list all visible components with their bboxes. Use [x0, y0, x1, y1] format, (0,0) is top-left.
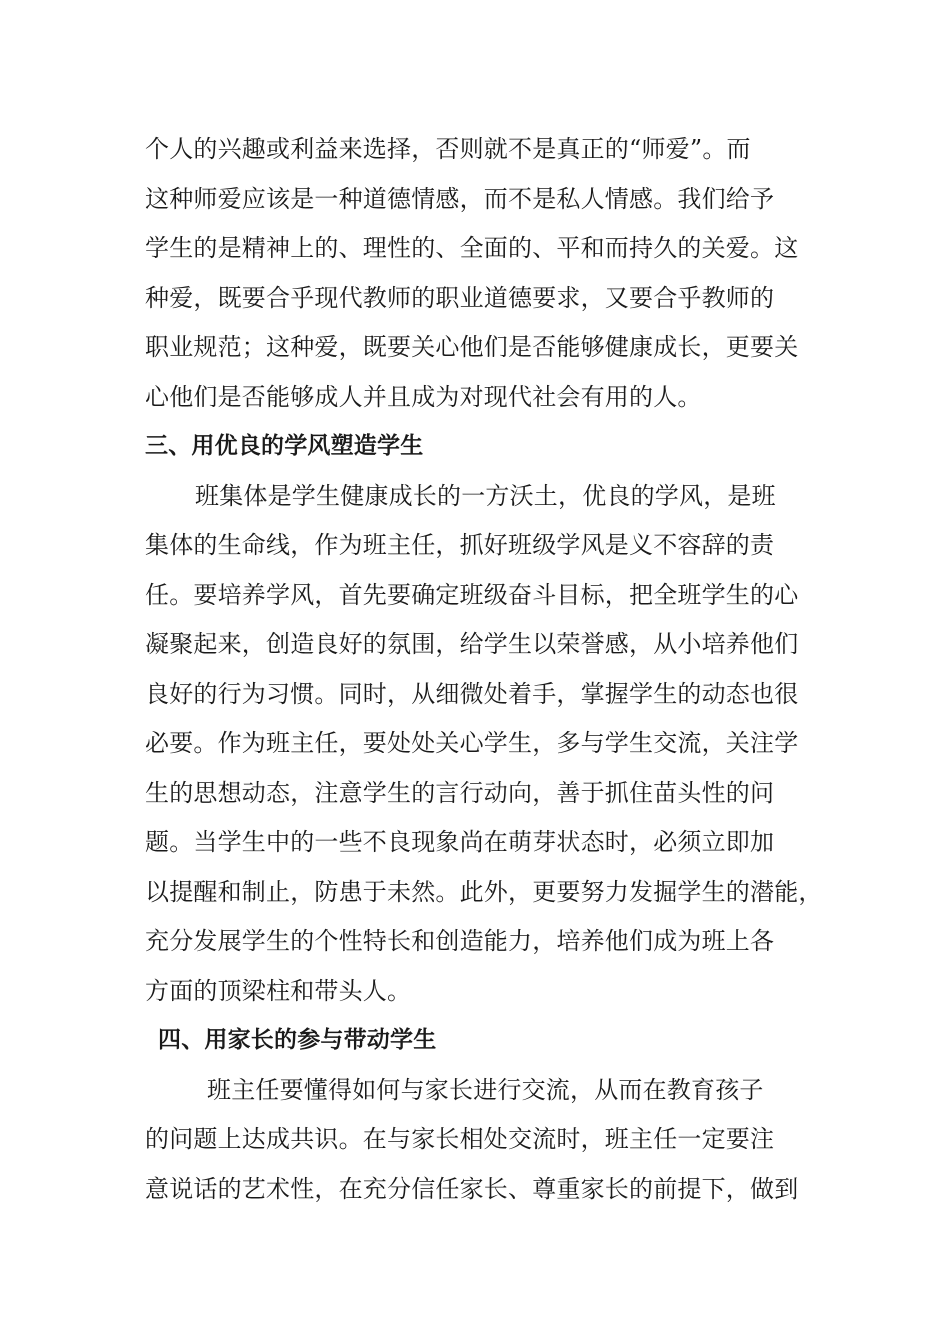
paragraph-line: 班主任要懂得如何与家长进行交流，从而在教育孩子	[207, 1075, 764, 1104]
paragraph-line: 凝聚起来，创造良好的氛围，给学生以荣誉感，从小培养他们	[145, 630, 799, 658]
paragraph-line: 题。当学生中的一些不良现象尚在萌芽状态时，必须立即加	[145, 828, 775, 856]
paragraph-line: 种爱，既要合乎现代教师的职业道德要求，又要合乎教师的	[145, 283, 775, 312]
paragraph-line: 生的思想动态，注意学生的言行动向，善于抓住苗头性的问	[145, 778, 775, 807]
paragraph-line: 良好的行为习惯。同时，从细微处着手，掌握学生的动态也很	[145, 679, 799, 708]
paragraph-line: 心他们是否能够成人并且成为对现代社会有用的人。	[145, 382, 702, 411]
paragraph-line: 的问题上达成共识。在与家长相处交流时，班主任一定要注	[145, 1125, 775, 1153]
paragraph-line: 班集体是学生健康成长的一方沃土，优良的学风，是班	[195, 481, 776, 510]
paragraph-line: 必要。作为班主任，要处处关心学生，多与学生交流，关注学	[145, 729, 799, 757]
paragraph-line: 学生的是精神上的、理性的、全面的、平和而持久的关爱。这	[145, 234, 799, 262]
section-heading-3: 三、用优良的学风塑造学生	[145, 433, 424, 459]
paragraph-line: 任。要培养学风，首先要确定班级奋斗目标，把全班学生的心	[145, 580, 799, 609]
paragraph-line: 意说话的艺术性，在充分信任家长、尊重家长的前提下，做到	[145, 1174, 799, 1203]
section-heading-4: 四、用家长的参与带动学生	[158, 1027, 437, 1053]
paragraph-line: 个人的兴趣或利益来选择，否则就不是真正的“师爱”。而	[145, 135, 751, 163]
paragraph-line: 方面的顶梁柱和带头人。	[145, 976, 412, 1005]
paragraph-line: 充分发展学生的个性特长和创造能力，培养他们成为班上各	[145, 927, 775, 955]
paragraph-line: 集体的生命线，作为班主任，抓好班级学风是义不容辞的责	[145, 531, 775, 559]
paragraph-line: 以提醒和制止，防患于未然。此外，更要努力发掘学生的潜能，	[145, 877, 823, 906]
paragraph-line: 职业规范；这种爱，既要关心他们是否能够健康成长，更要关	[145, 333, 799, 361]
paragraph-line: 这种师爱应该是一种道德情感，而不是私人情感。我们给予	[145, 184, 775, 213]
document-body	[145, 125, 825, 1214]
